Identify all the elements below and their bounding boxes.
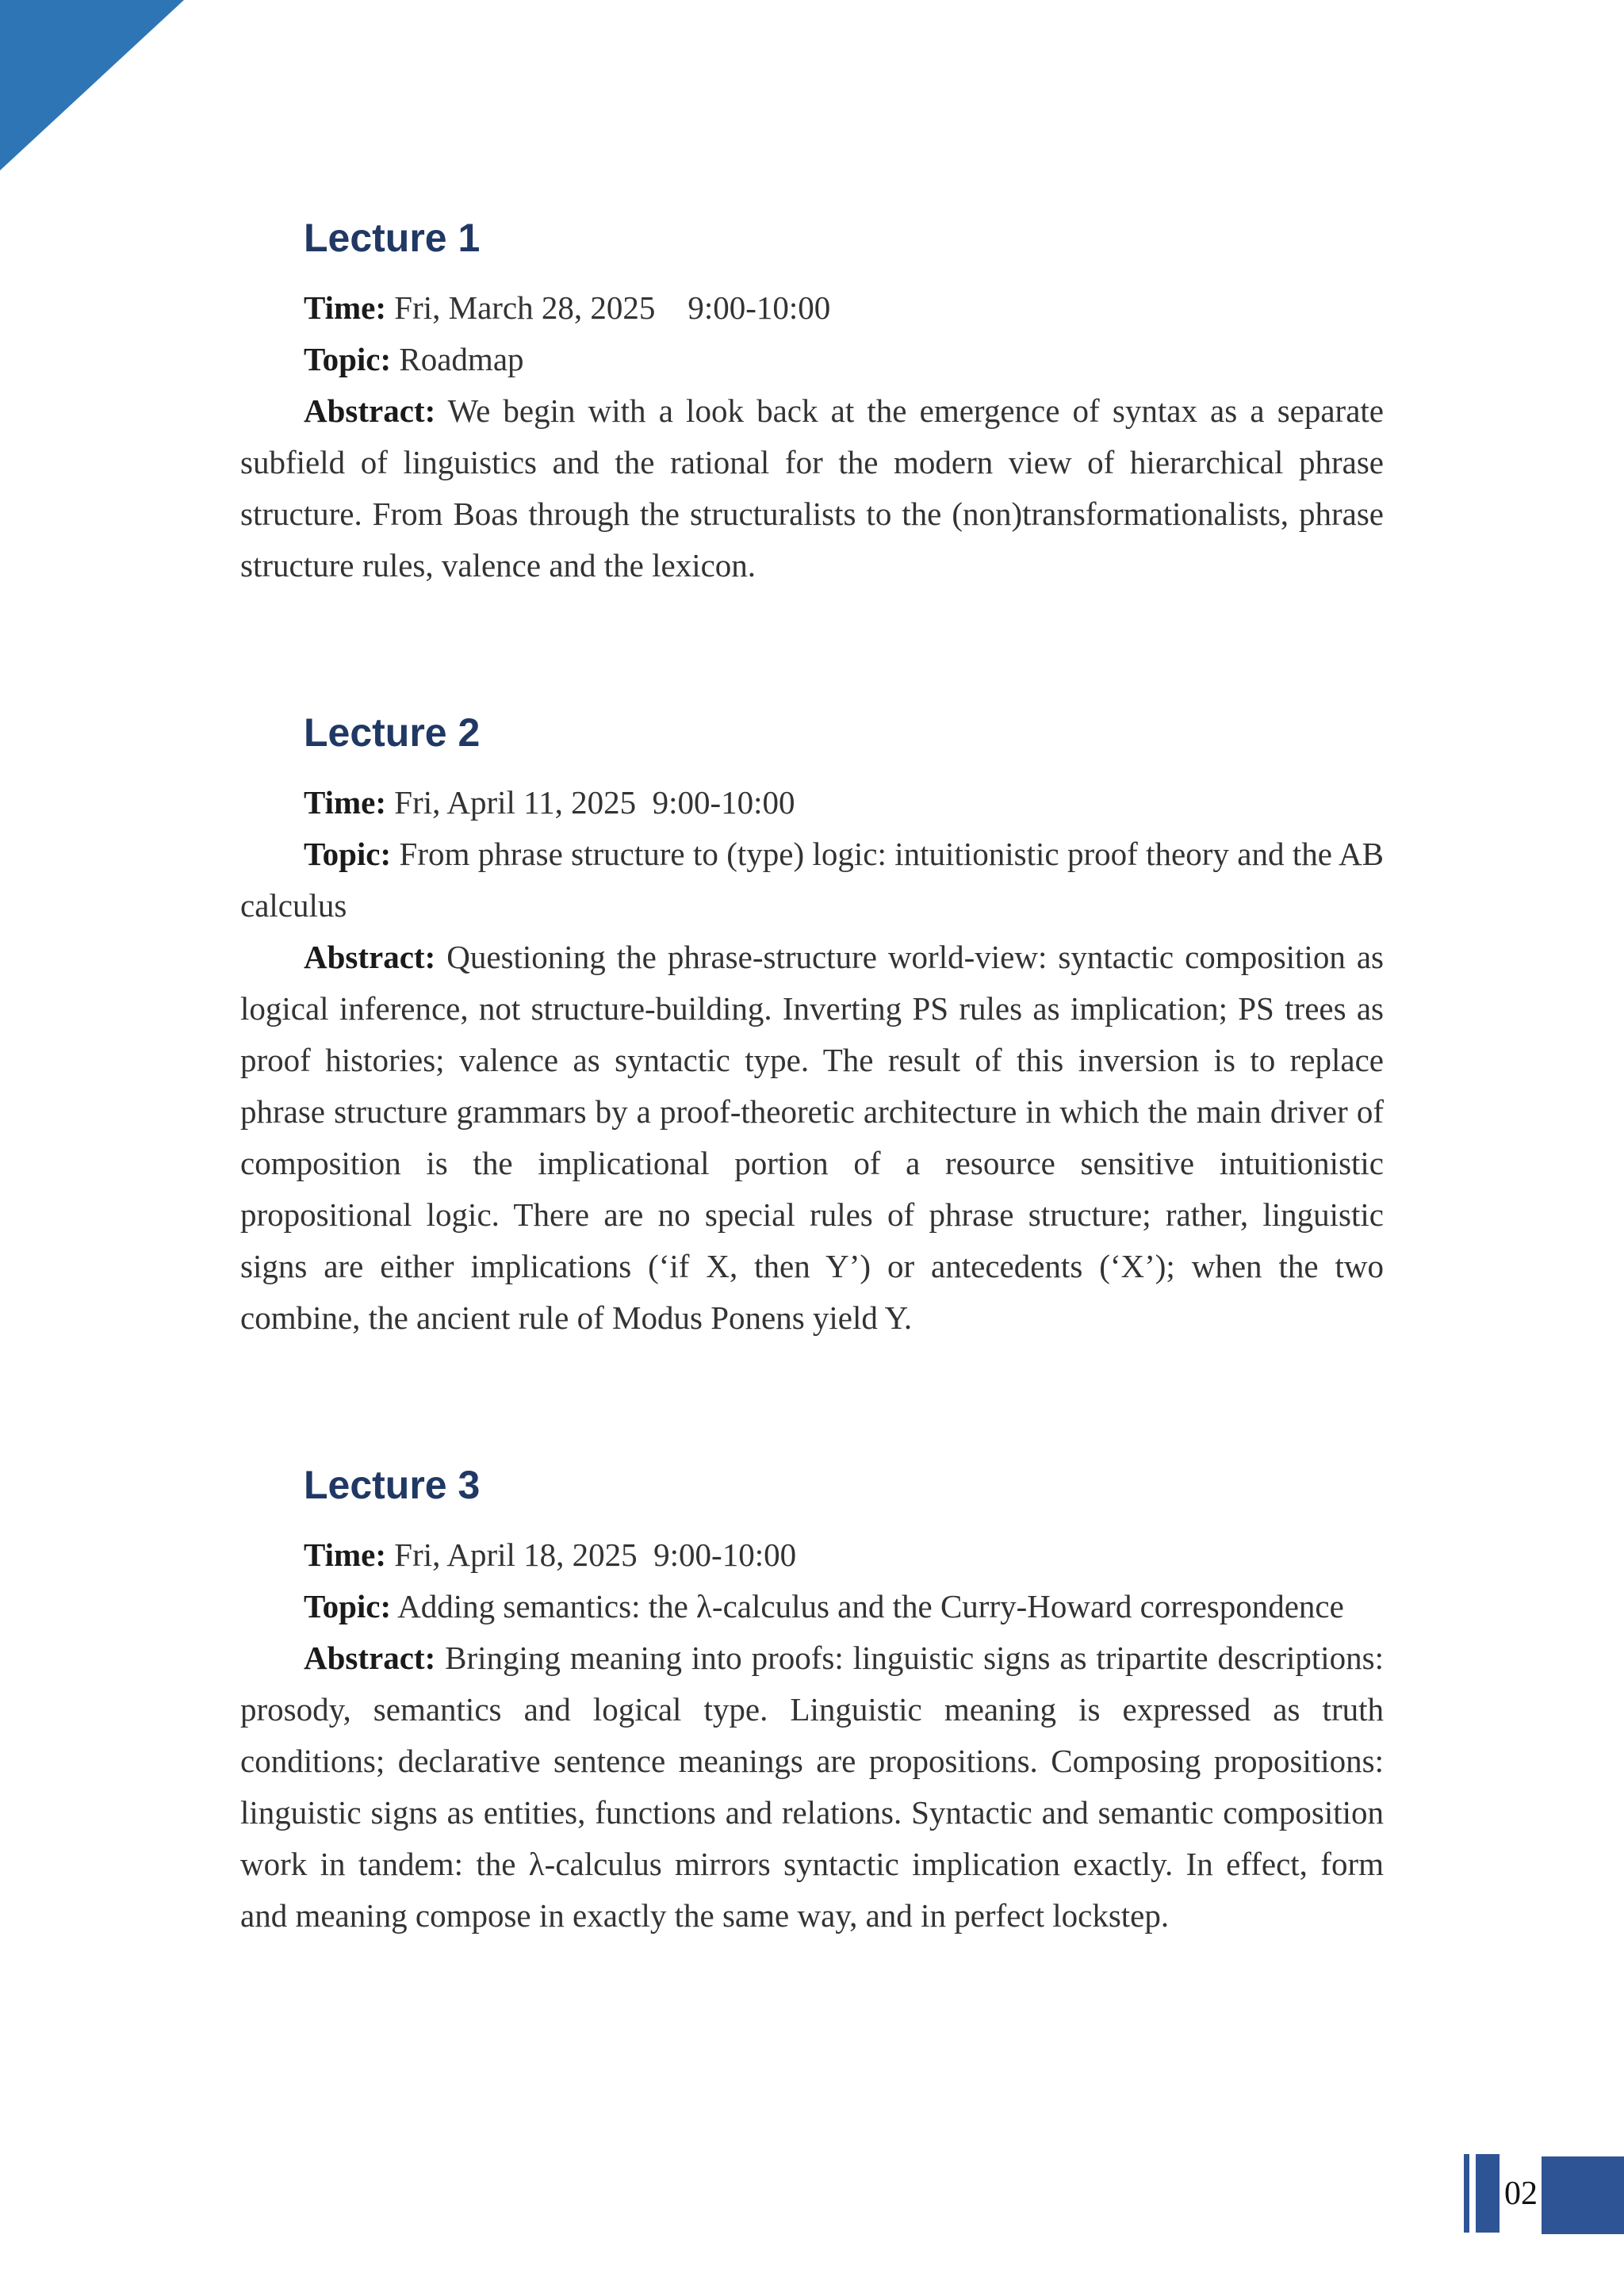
lecture-3-time-row [240, 1529, 1384, 1581]
topic-value: Adding semantics: the λ-calculus and the Curry-Howard correspondence [397, 1588, 1344, 1624]
corner-accent-triangle [0, 0, 184, 170]
lecture-1-abstract-row [240, 385, 1384, 591]
time-value: Fri, April 11, 2025 9:00-10:00 [394, 784, 795, 821]
topic-label: Topic: [304, 341, 392, 377]
topic-label: Topic: [304, 1588, 392, 1624]
abstract-label: Abstract: [304, 392, 436, 429]
lecture-1-section [240, 216, 1384, 591]
lecture-3-abstract-row [240, 1632, 1384, 1942]
time-label: Time: [304, 1536, 387, 1573]
abstract-text: Bringing meaning into proofs: linguistic signs as tripartite descriptions: prosody, semantics and logical type. Linguistic meaning is expressed as truth conditions; declarative sentence meanings are propositions. Composing propositions: linguistic signs as entities, functions and relations. Syntactic and semantic composition work in tandem: the λ-calculus mirrors syntactic implication exactly. In effect, form and meaning compose in exactly the same way, and in perfect lockstep. [240, 1640, 1384, 1934]
abstract-text: We begin with a look back at the emergence of syntax as a separate subfield of linguistics and the rational for the modern view of hierarchical phrase structure. From Boas through the structuralists to the (non)transformationalists, phrase structure rules, valence and the lexicon. [240, 392, 1385, 584]
lecture-1-topic-row [240, 334, 1384, 385]
topic-value: Roadmap [399, 341, 524, 377]
abstract-label: Abstract: [304, 1640, 436, 1676]
footer-thin-bar [1464, 2154, 1469, 2233]
footer-accent-block [1542, 2156, 1624, 2234]
lecture-1-time-row [240, 282, 1384, 334]
lecture-2-time-row [240, 777, 1384, 828]
footer-wide-bar [1476, 2154, 1500, 2233]
abstract-text: Questioning the phrase-structure world-view: syntactic composition as logical inference, not structure-building. Inverting PS rules as implication; PS trees as proof histories; valence as syntactic type. The result of this inversion is to replace phrase structure grammars by a proof-theoretic architecture in which the main driver of composition is the implicational portion of a resource sensitive intuitionistic propositional logic. There are no special rules of phrase structure; rather, linguistic signs are either implications (‘if X, then Y’) or antecedents (‘X’); when the two combine, the ancient rule of Modus Ponens yield Y. [240, 939, 1384, 1336]
lecture-2-title: Lecture 2 [304, 710, 481, 755]
lecture-2-section [240, 710, 1384, 1344]
abstract-label: Abstract: [304, 939, 436, 975]
lecture-3-title: Lecture 3 [304, 1463, 481, 1507]
page-content [240, 0, 1384, 1942]
lecture-3-section [240, 1463, 1384, 1942]
time-value: Fri, April 18, 2025 9:00-10:00 [394, 1536, 797, 1573]
page-number: 02 [1504, 2175, 1538, 2212]
lecture-2-topic-row [240, 828, 1384, 932]
lecture-1-title: Lecture 1 [304, 216, 481, 260]
time-value: Fri, March 28, 2025 9:00-10:00 [394, 289, 831, 326]
lecture-2-abstract-row [240, 932, 1384, 1344]
topic-value: From phrase structure to (type) logic: intuitionistic proof theory and the AB calculus [240, 836, 1385, 924]
lecture-3-topic-row [240, 1581, 1384, 1632]
time-label: Time: [304, 289, 387, 326]
time-label: Time: [304, 784, 387, 821]
topic-label: Topic: [304, 836, 392, 872]
